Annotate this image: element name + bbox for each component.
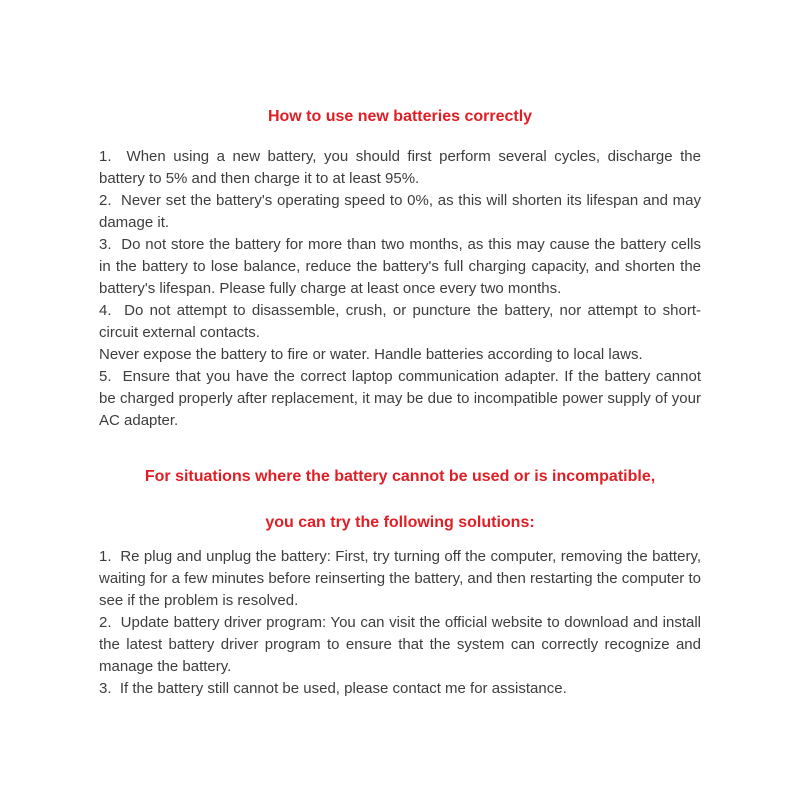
usage-instructions-list — [99, 146, 701, 432]
solution-item-1: 1. Re plug and unplug the battery: First, try turning off the computer, removing the battery, waiting for a few minutes before reinserting the battery, and then restarting the computer to see if the problem is resolved. — [99, 548, 701, 609]
troubleshooting-heading-line1: For situations where the battery cannot be used or is incompatible, — [144, 468, 656, 485]
troubleshooting-solutions-list — [99, 546, 701, 700]
solution-item-2: 2. Update battery driver program: You can visit the official website to download and install the latest battery driver program to ensure that the system can correctly recognize and manage the battery. — [99, 614, 701, 675]
solution-item-3: 3. If the battery still cannot be used, please contact me for assistance. — [99, 680, 567, 697]
usage-instruction-note: Never expose the battery to fire or water. Handle batteries according to local laws. — [99, 346, 643, 363]
usage-instruction-item-2: 2. Never set the battery's operating speed to 0%, as this will shorten its lifespan and may damage it. — [99, 192, 701, 231]
usage-instruction-item-1: 1. When using a new battery, you should first perform several cycles, discharge the battery to 5% and then charge it to at least 95%. — [99, 148, 701, 187]
instruction-document — [99, 0, 701, 700]
usage-instruction-item-4: 4. Do not attempt to disassemble, crush, or puncture the battery, nor attempt to short-circuit external contacts. — [99, 302, 701, 341]
troubleshooting-heading-line2: you can try the following solutions: — [265, 514, 535, 531]
usage-instruction-item-5: 5. Ensure that you have the correct laptop communication adapter. If the battery cannot be charged properly after replacement, it may be due to incompatible power supply of your AC adapter. — [99, 368, 701, 429]
usage-instruction-item-3: 3. Do not store the battery for more than two months, as this may cause the battery cells in the battery to lose balance, reduce the battery's full charging capacity, and shorten the battery's lifespan. Please fully charge at least once every two months. — [99, 236, 701, 297]
usage-section-heading: How to use new batteries correctly — [267, 108, 533, 125]
